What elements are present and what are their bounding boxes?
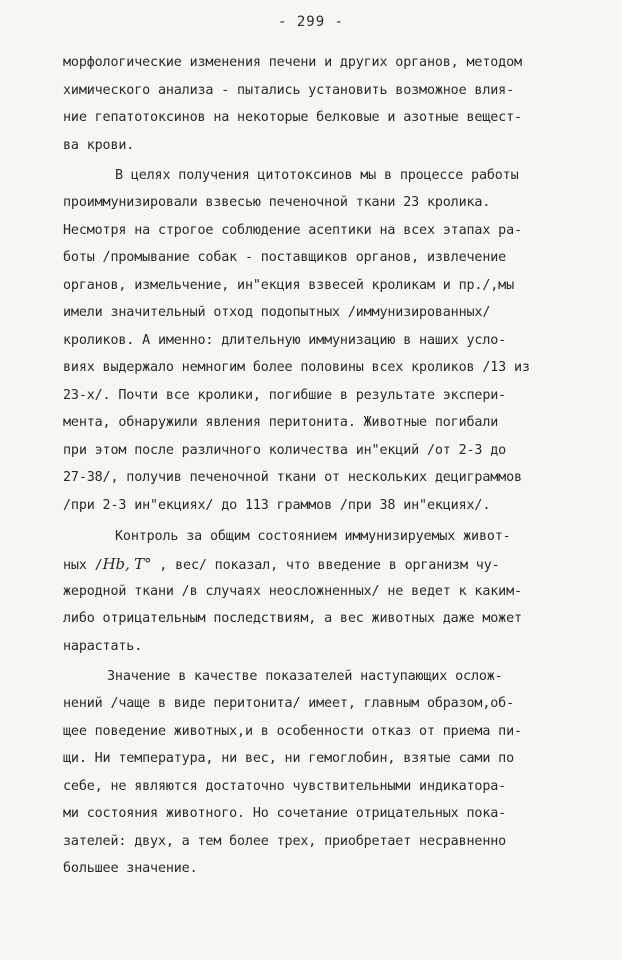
text-line: при этом после различного количества ин"екций /от 2-3 до [63, 443, 507, 458]
text-segment: , вес/ показал, что введение в организм чу- [151, 558, 500, 573]
text-line: /при 2-3 ин"екциях/ до 113 граммов /при 38 ин"екциях/. [63, 498, 491, 513]
text-segment: ных / [63, 558, 103, 573]
text-line: либо отрицательным последствиям, а вес животных даже может [63, 611, 522, 626]
text-line: жеродной ткани /в случаях неосложненных/ не ведет к каким- [63, 584, 522, 599]
text-line: Контроль за общим состоянием иммунизируемых живот- [115, 529, 511, 544]
text-line: щи. Ни температура, ни вес, ни гемоглобин, взятые сами по [63, 751, 514, 766]
text-line: Значение в качестве показателей наступающих ослож- [107, 669, 503, 684]
text-line: ние гепатотоксинов на некоторые белковые и азотные вещест- [63, 110, 522, 125]
text-line: большее значение. [63, 861, 198, 876]
text-line: себе, не являются достаточно чувствительными индикатора- [63, 779, 507, 794]
text-line: имели значительный отход подопытных /иммунизированных/ [63, 305, 491, 320]
text-line: В целях получения цитотоксинов мы в процессе работы [115, 168, 519, 183]
text-line: ми состояния животного. Но сочетание отрицательных пока- [63, 806, 507, 821]
text-line: нарастать. [63, 639, 143, 654]
text-line-with-handwriting [63, 554, 500, 576]
text-line: щее поведение животных,и в особенности отказ от приема пи- [63, 724, 522, 739]
text-line: проиммунизировали взвесью печеночной ткани 23 кролика. [63, 195, 491, 210]
text-line: ва крови. [63, 138, 135, 153]
text-line: Несмотря на строгое соблюдение асептики на всех этапах ра- [63, 223, 522, 238]
text-line: морфологические изменения печени и других органов, методом [63, 55, 522, 70]
text-line: 23-х/. Почти все кролики, погибшие в результате экспери- [63, 388, 507, 403]
handwritten-insertion: Hb, T° [102, 555, 152, 573]
text-line: боты /промывание собак - поставщиков органов, извлечение [63, 250, 507, 265]
page-number: - 299 - [277, 14, 344, 30]
text-line: нений /чаще в виде перитонита/ имеет, главным образом,об- [63, 696, 514, 711]
text-line: органов, измельчение, ин"екция взвесей кроликам и пр./,мы [63, 278, 514, 293]
text-line: мента, обнаружили явления перитонита. Животные погибали [63, 415, 499, 430]
text-line: химического анализа - пытались установить возможное влия- [63, 83, 514, 98]
text-line: кроликов. А именно: длительную иммунизацию в наших усло- [63, 333, 507, 348]
text-line: виях выдержало немногим более половины всех кроликов /13 из [63, 360, 530, 375]
text-line: 27-38/, получив печеночной ткани от нескольких дециграммов [63, 470, 522, 485]
text-line: зателей: двух, а тем более трех, приобретает несравненно [63, 834, 507, 849]
